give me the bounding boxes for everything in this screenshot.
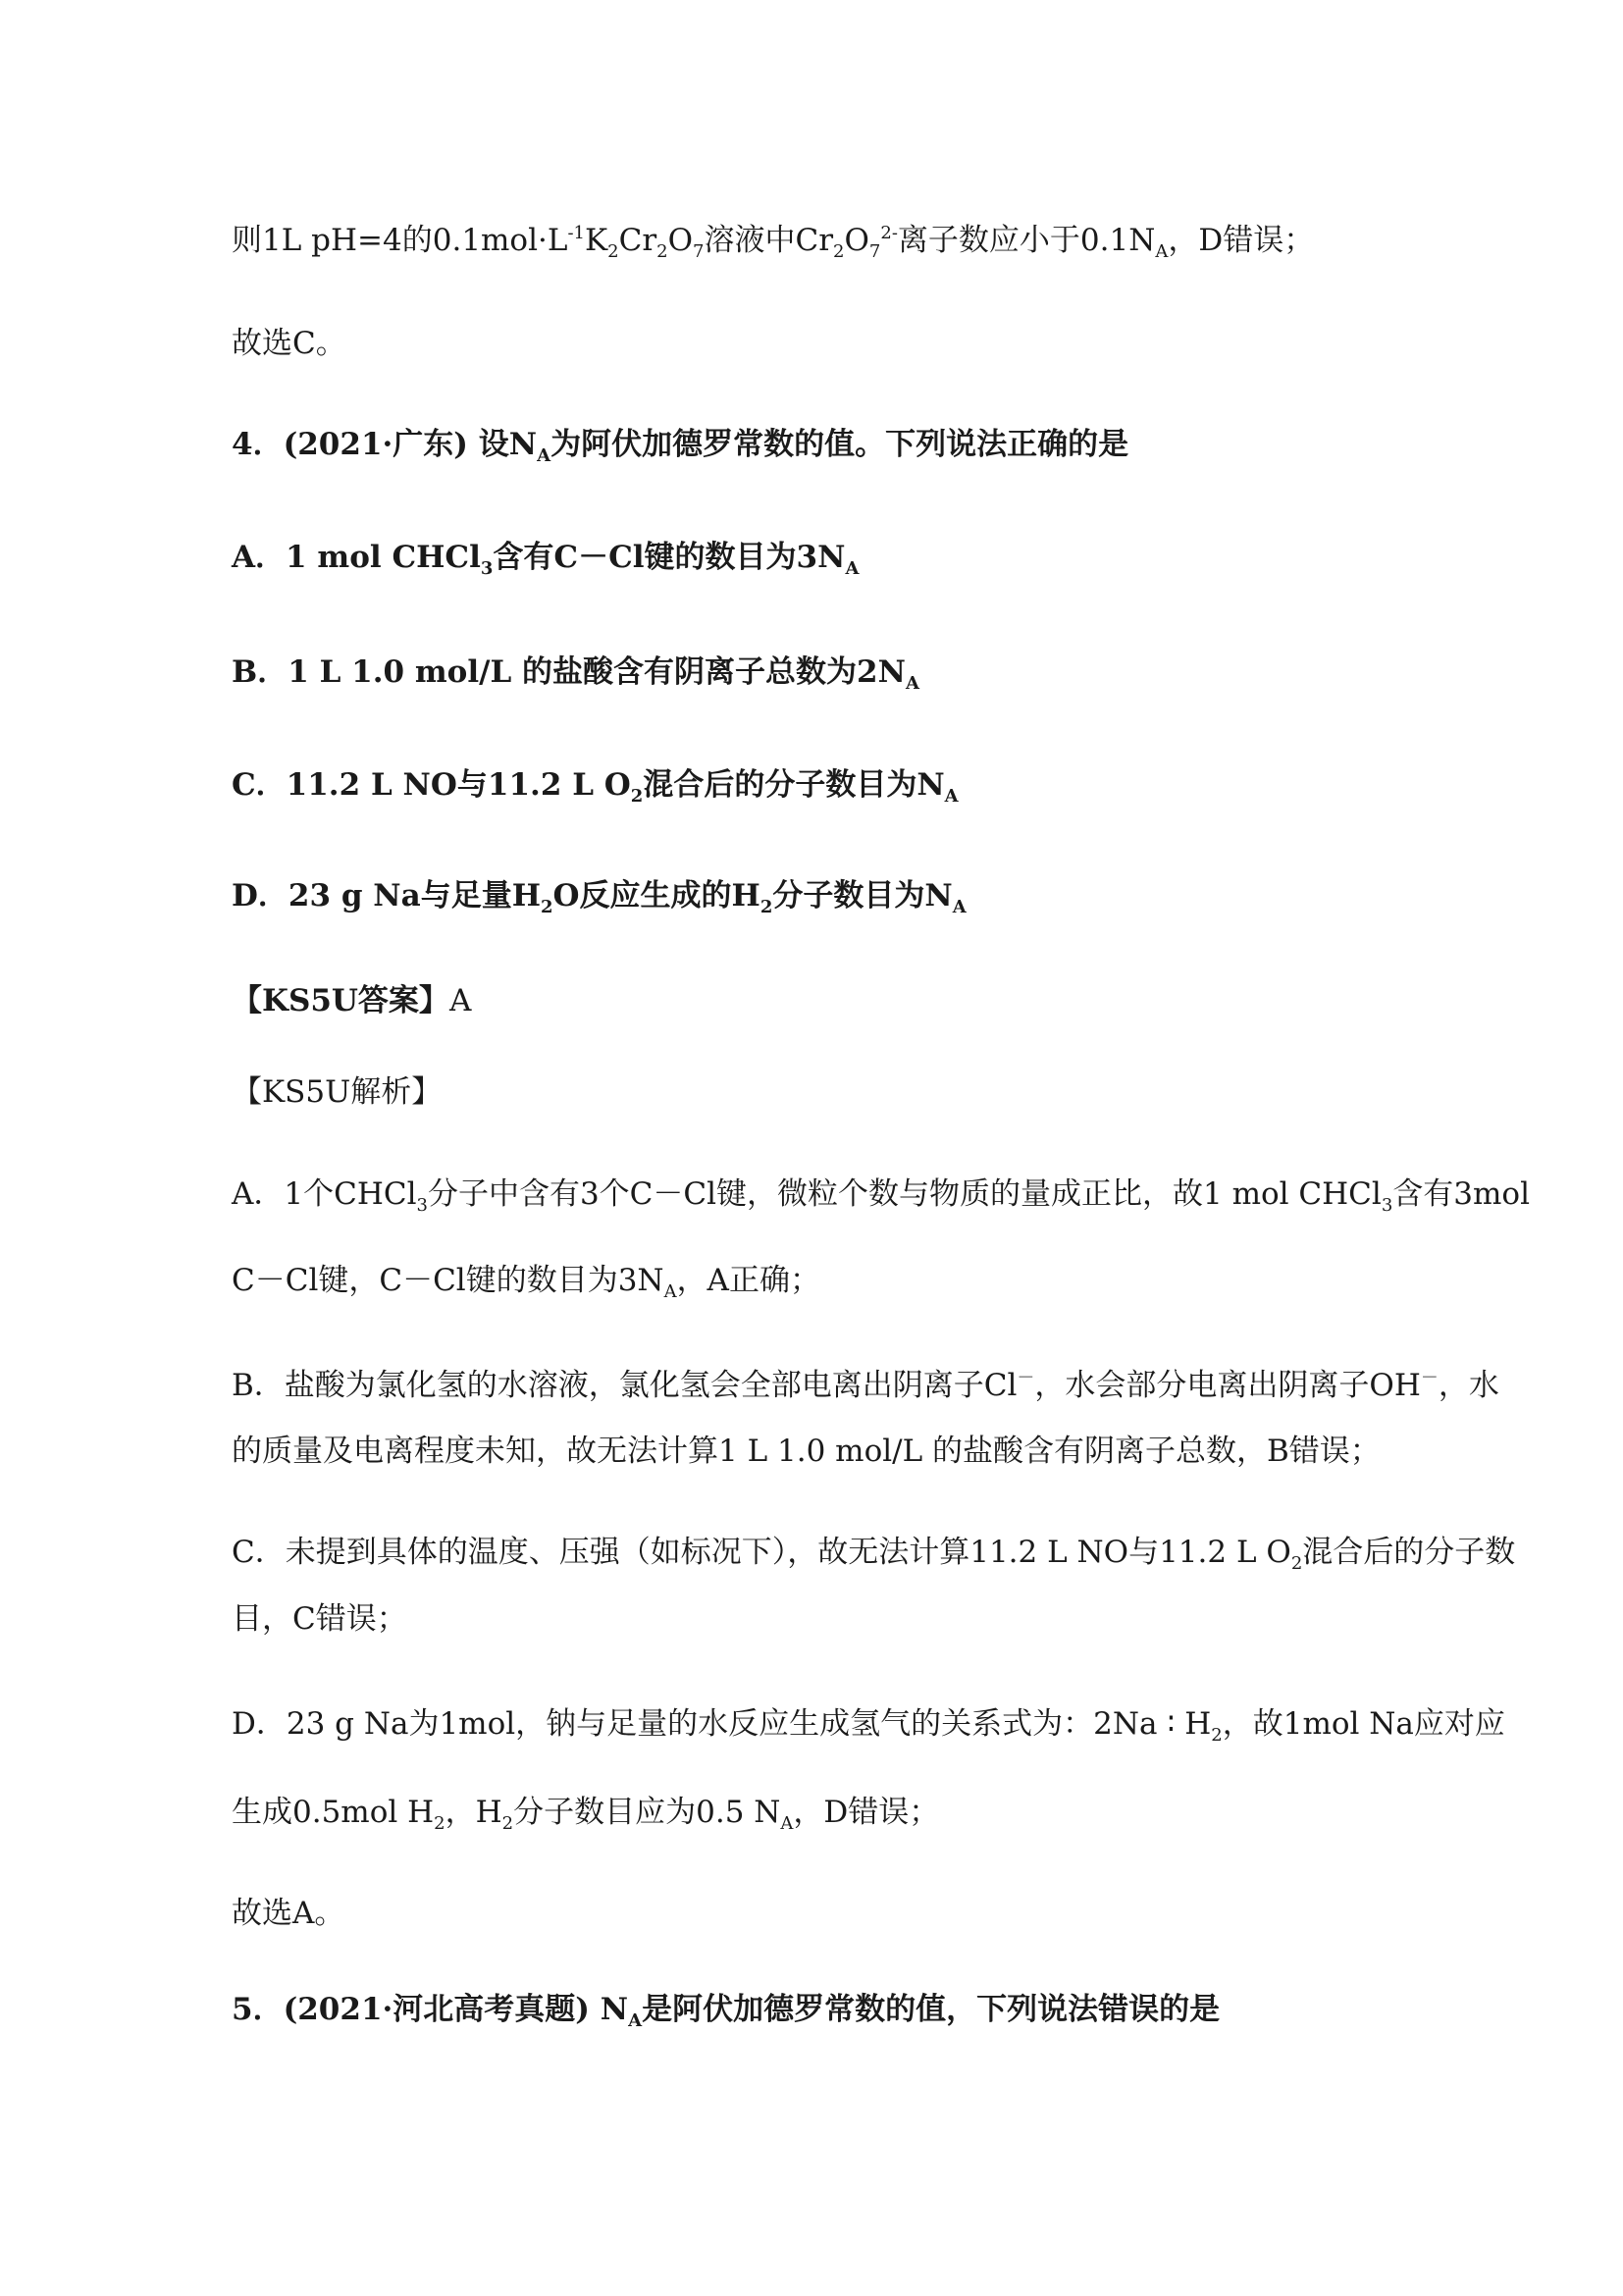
question-4-stem: 4．(2021·广东) 设$N_A$为阿伏加德罗常数的值。下列说法正确的是 [232, 427, 1129, 466]
answer-value: A [448, 983, 472, 1018]
analysis-d-line1: D．23 g Na为1mol，钠与足量的水反应生成氢气的关系式为：2Na ∶ $H_2$，故1mol Na应对应 [232, 1706, 1505, 1746]
analysis-label: 【KS5U解析】 [232, 1074, 443, 1110]
answer-line [232, 981, 471, 1020]
analysis-c-line1: C．未提到具体的温度、压强（如标况下），故无法计算11.2 L NO与11.2 L $O_2$混合后的分子数 [232, 1535, 1516, 1574]
question-5-stem: 5．(2021·河北高考真题) $N_A$是阿伏加德罗常数的值，下列说法错误的是 [232, 1992, 1221, 2031]
analysis-b-line1: B．盐酸为氯化氢的水溶液，氯化氢会全部电离出阴离子Cl－，水会部分电离出阴离子OH－，水 [232, 1368, 1499, 1403]
analysis-d-line2: 生成0.5mol $H_2$，$H_2$分子数目应为0.5 $N_A$，D错误； [232, 1795, 940, 1834]
text-line-pH: 则1L pH=4的$0.1mol\cdot L^{-1}K_2Cr_2O_7$溶液中$Cr_2O_7^{2-}$离子数应小于$0.1N_A$，D错误； [232, 223, 1315, 262]
analysis-b-line2: 的质量及电离程度未知，故无法计算1 L 1.0 mol/L 的盐酸含有阴离子总数，B错误； [232, 1434, 1381, 1469]
option-b: B．1 L 1.0 mol/L 的盐酸含有阴离子总数为$2N_A$ [232, 654, 919, 694]
analysis-c-line2: 目，C错误； [232, 1601, 407, 1637]
analysis-a-line2: C－Cl键，C－Cl键的数目为$3N_A$，A正确； [232, 1263, 820, 1302]
conclusion-c: 故选C。 [232, 326, 346, 361]
answer-label: 【KS5U答案】 [232, 983, 449, 1018]
analysis-a-line1: A．1个CHCl$_3$分子中含有3个C－Cl键，微粒个数与物质的量成正比，故1 mol CHCl$_3$含有3mol [232, 1176, 1530, 1216]
option-a: A．1 mol CHCl$_3$含有C－Cl键的数目为$3N_A$ [232, 540, 860, 579]
option-d: D．23 g Na与足量$H_2O$反应生成的$H_2$分子数目为$N_A$ [232, 878, 967, 917]
conclusion-a: 故选A。 [232, 1896, 345, 1931]
option-c: C．11.2 L NO与11.2 L $O_2$混合后的分子数目为$N_A$ [232, 767, 959, 807]
